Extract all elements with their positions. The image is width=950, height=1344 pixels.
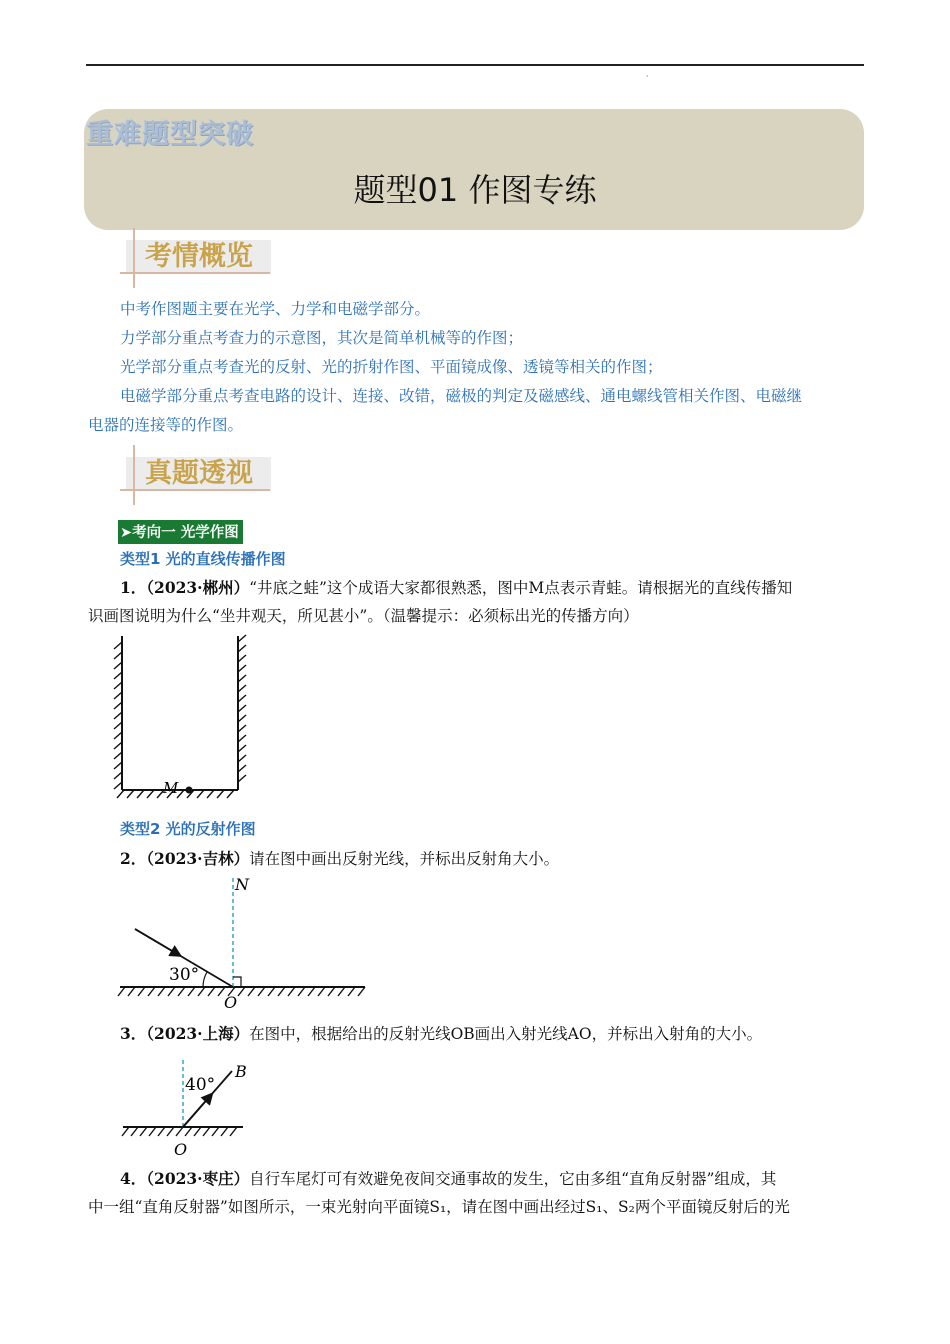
angle-label: 40° (185, 1075, 216, 1095)
angle-label: 30° (169, 965, 200, 985)
question-text: 请在图中画出反射光线，并标出反射角大小。 (249, 850, 560, 868)
hatch-mark (212, 1127, 219, 1136)
label-b: B (235, 1062, 247, 1081)
hatch-mark (238, 645, 246, 652)
question-number: 1．（2023·郴州） (120, 578, 250, 597)
hatch-mark (114, 712, 122, 719)
hatch-mark (149, 1127, 156, 1136)
hatch-mark (288, 987, 295, 996)
question-3 (120, 1019, 762, 1049)
corner-mark: · (646, 72, 649, 81)
hatch-mark (114, 682, 122, 689)
header-rule (86, 64, 864, 66)
hatch-mark (114, 702, 122, 709)
hatch-mark (114, 742, 122, 749)
hatch-mark (198, 987, 205, 996)
hatch-mark (328, 987, 335, 996)
hatch-mark (268, 987, 275, 996)
hatch-mark (248, 987, 255, 996)
question-1-line1 (120, 573, 792, 603)
section-frame-line (133, 228, 135, 288)
type-heading: 类型1 光的直线传播作图 (120, 550, 286, 568)
label-o: O (174, 1140, 188, 1159)
hatch-mark (114, 642, 122, 649)
hatch-mark (338, 987, 345, 996)
hatch-mark (114, 752, 122, 759)
hatch-mark (114, 662, 122, 669)
hatch-mark (114, 732, 122, 739)
hatch-mark (318, 987, 325, 996)
hatch-mark (238, 755, 246, 762)
hatch-mark (197, 790, 204, 798)
question-number: 4．（2023·枣庄） (120, 1169, 250, 1188)
hatch-mark (158, 1127, 165, 1136)
hatch-mark (122, 1127, 129, 1136)
hatch-mark (168, 987, 175, 996)
reflected-arrow (183, 1095, 211, 1127)
hatch-mark (140, 1127, 147, 1136)
hatch-mark (238, 655, 246, 662)
section-heading-exam: 真题透视 (145, 458, 253, 489)
hatch-mark (238, 675, 246, 682)
hatch-mark (118, 987, 125, 996)
hatch-mark (238, 685, 246, 692)
overview-paragraph: 电磁学部分重点考查电路的设计、连接、改错，磁极的判定及磁感线、通电螺线管相关作图、电磁继 (120, 387, 803, 405)
question-text: 在图中，根据给出的反射光线OB画出入射光线AO，并标出入射角的大小。 (249, 1025, 763, 1043)
hatch-mark (114, 672, 122, 679)
hatch-mark (227, 790, 234, 798)
incident-arrow (135, 929, 179, 955)
hatch-mark (178, 987, 185, 996)
hatch-mark (194, 1127, 201, 1136)
question-text: 自行车尾灯可有效避免夜间交通事故的发生，它由多组“直角反射器”组成，其 (249, 1170, 777, 1188)
well-figure (110, 632, 260, 807)
hatch-mark (238, 987, 245, 996)
section-frame-line (133, 445, 135, 505)
hatch-mark (238, 715, 246, 722)
hatch-mark (131, 1127, 138, 1136)
hatch-mark (114, 772, 122, 779)
frog-point (186, 787, 193, 794)
question-4-line1 (120, 1164, 776, 1194)
overview-paragraph: 光学部分重点考查光的反射、光的折射作图、平面镜成像、透镜等相关的作图； (120, 358, 663, 376)
hatch-mark (207, 790, 214, 798)
overview-paragraph: 电器的连接等的作图。 (88, 416, 244, 434)
hatch-mark (114, 782, 122, 789)
hatch-mark (238, 725, 246, 732)
hatch-mark (238, 735, 246, 742)
hatch-mark (221, 1127, 228, 1136)
hatch-mark (137, 790, 144, 798)
hatch-mark (238, 635, 246, 642)
hatch-mark (238, 775, 246, 782)
hatch-mark (308, 987, 315, 996)
hatch-mark (138, 987, 145, 996)
hatch-mark (158, 987, 165, 996)
label-m: M (163, 779, 179, 797)
hatch-mark (203, 1127, 210, 1136)
hatch-mark (176, 1127, 183, 1136)
hatch-mark (188, 987, 195, 996)
type-heading: 类型2 光的反射作图 (120, 820, 256, 838)
hatch-mark (230, 1127, 237, 1136)
hatch-mark (185, 1127, 192, 1136)
hatch-mark (167, 1127, 174, 1136)
question-4-line2: 中一组“直角反射器”如图所示，一束光射向平面镜S₁，请在图中画出经过S₁、S₂两个平面镜反射后的光 (88, 1198, 790, 1216)
label-o: O (224, 993, 238, 1012)
question-text: “井底之蛙”这个成语大家都很熟悉，图中M点表示青蛙。请根据光的直线传播知 (249, 579, 793, 597)
hatch-mark (114, 692, 122, 699)
hatch-mark (208, 987, 215, 996)
hatch-mark (238, 665, 246, 672)
reflection-figure-1 (115, 870, 375, 1015)
banner-tag: 重难题型突破 (86, 119, 254, 150)
hatch-mark (114, 762, 122, 769)
direction-tag: ➤考向一 光学作图 (118, 520, 243, 544)
hatch-mark (127, 790, 134, 798)
right-angle-mark (233, 977, 241, 987)
page-title: 题型01 作图专练 (353, 171, 597, 209)
hatch-mark (238, 705, 246, 712)
overview-paragraph: 力学部分重点考查力的示意图，其次是简单机械等的作图； (120, 329, 524, 347)
hatch-mark (298, 987, 305, 996)
hatch-mark (358, 987, 365, 996)
hatch-mark (348, 987, 355, 996)
hatch-mark (128, 987, 135, 996)
overview-paragraph: 中考作图题主要在光学、力学和电磁学部分。 (120, 300, 431, 318)
angle-arc (203, 972, 207, 987)
hatch-mark (238, 765, 246, 772)
reflection-figure-2 (115, 1055, 255, 1165)
hatch-mark (114, 652, 122, 659)
question-number: 3．（2023·上海） (120, 1024, 250, 1043)
hatch-mark (238, 695, 246, 702)
hatch-mark (238, 745, 246, 752)
hatch-mark (148, 987, 155, 996)
hatch-mark (117, 790, 124, 798)
hatch-mark (114, 722, 122, 729)
section-heading-overview: 考情概览 (145, 241, 253, 272)
hatch-mark (217, 790, 224, 798)
question-1-line2: 识画图说明为什么“坐井观天，所见甚小”。（温馨提示：必须标出光的传播方向） (88, 607, 639, 625)
label-n: N (235, 875, 249, 894)
hatch-mark (258, 987, 265, 996)
hatch-mark (147, 790, 154, 798)
hatch-mark (278, 987, 285, 996)
question-number: 2．（2023·吉林） (120, 849, 250, 868)
